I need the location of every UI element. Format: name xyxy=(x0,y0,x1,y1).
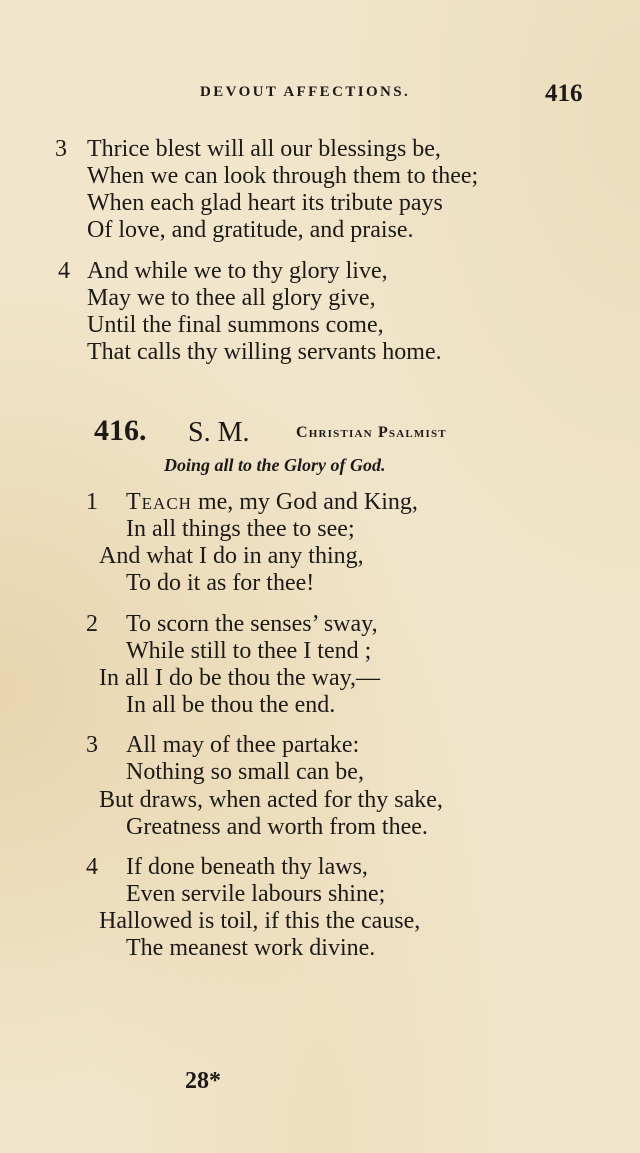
verse-line: Until the final summons come, xyxy=(87,312,384,338)
stanza-number: 3 xyxy=(55,136,67,162)
stanza-number: 4 xyxy=(58,258,70,284)
verse-line: Hallowed is toil, if this the cause, xyxy=(99,908,421,934)
stanza-number: 4 xyxy=(86,854,98,880)
verse-line: To do it as for thee! xyxy=(126,570,315,596)
verse-line: And while we to thy glory live, xyxy=(87,258,388,284)
verse-line: In all I do be thou the way,— xyxy=(99,665,381,691)
page-number: 416 xyxy=(545,80,583,107)
verse-line: And what I do in any thing, xyxy=(99,543,364,569)
verse-line: All may of thee partake: xyxy=(126,732,360,758)
verse-line: To scorn the senses’ sway, xyxy=(126,611,378,637)
verse-line xyxy=(126,489,418,516)
verse-line: While still to thee I tend ; xyxy=(126,638,372,664)
hymn-meter: S. M. xyxy=(188,417,250,448)
verse-line: Greatness and worth from thee. xyxy=(126,814,428,840)
hymn-title: Doing all to the Glory of God. xyxy=(164,455,386,475)
first-word: Teach xyxy=(126,489,192,515)
stanza-number: 3 xyxy=(86,732,98,758)
verse-line-rest: me, my God and King, xyxy=(191,489,418,515)
verse-line: That calls thy willing servants home. xyxy=(87,339,442,365)
verse-line: Of love, and gratitude, and praise. xyxy=(87,217,414,243)
signature-mark: 28* xyxy=(185,1068,221,1094)
verse-line: When we can look through them to thee; xyxy=(87,163,479,189)
verse-line: In all things thee to see; xyxy=(126,516,355,542)
verse-line: Thrice blest will all our blessings be, xyxy=(87,136,441,162)
hymn-number: 416. xyxy=(94,414,147,447)
verse-line: When each glad heart its tribute pays xyxy=(87,190,443,216)
verse-line: If done beneath thy laws, xyxy=(126,854,368,880)
hymn-author: Christian Psalmist xyxy=(296,424,447,441)
verse-line: Even servile labours shine; xyxy=(126,881,386,907)
verse-line: The meanest work divine. xyxy=(126,935,376,961)
stanza-number: 2 xyxy=(86,611,98,637)
running-title: DEVOUT AFFECTIONS. xyxy=(200,84,411,100)
verse-line: But draws, when acted for thy sake, xyxy=(99,787,443,813)
verse-line: In all be thou the end. xyxy=(126,692,336,718)
verse-line: May we to thee all glory give, xyxy=(87,285,376,311)
verse-line: Nothing so small can be, xyxy=(126,759,364,785)
stanza-number: 1 xyxy=(86,489,98,515)
